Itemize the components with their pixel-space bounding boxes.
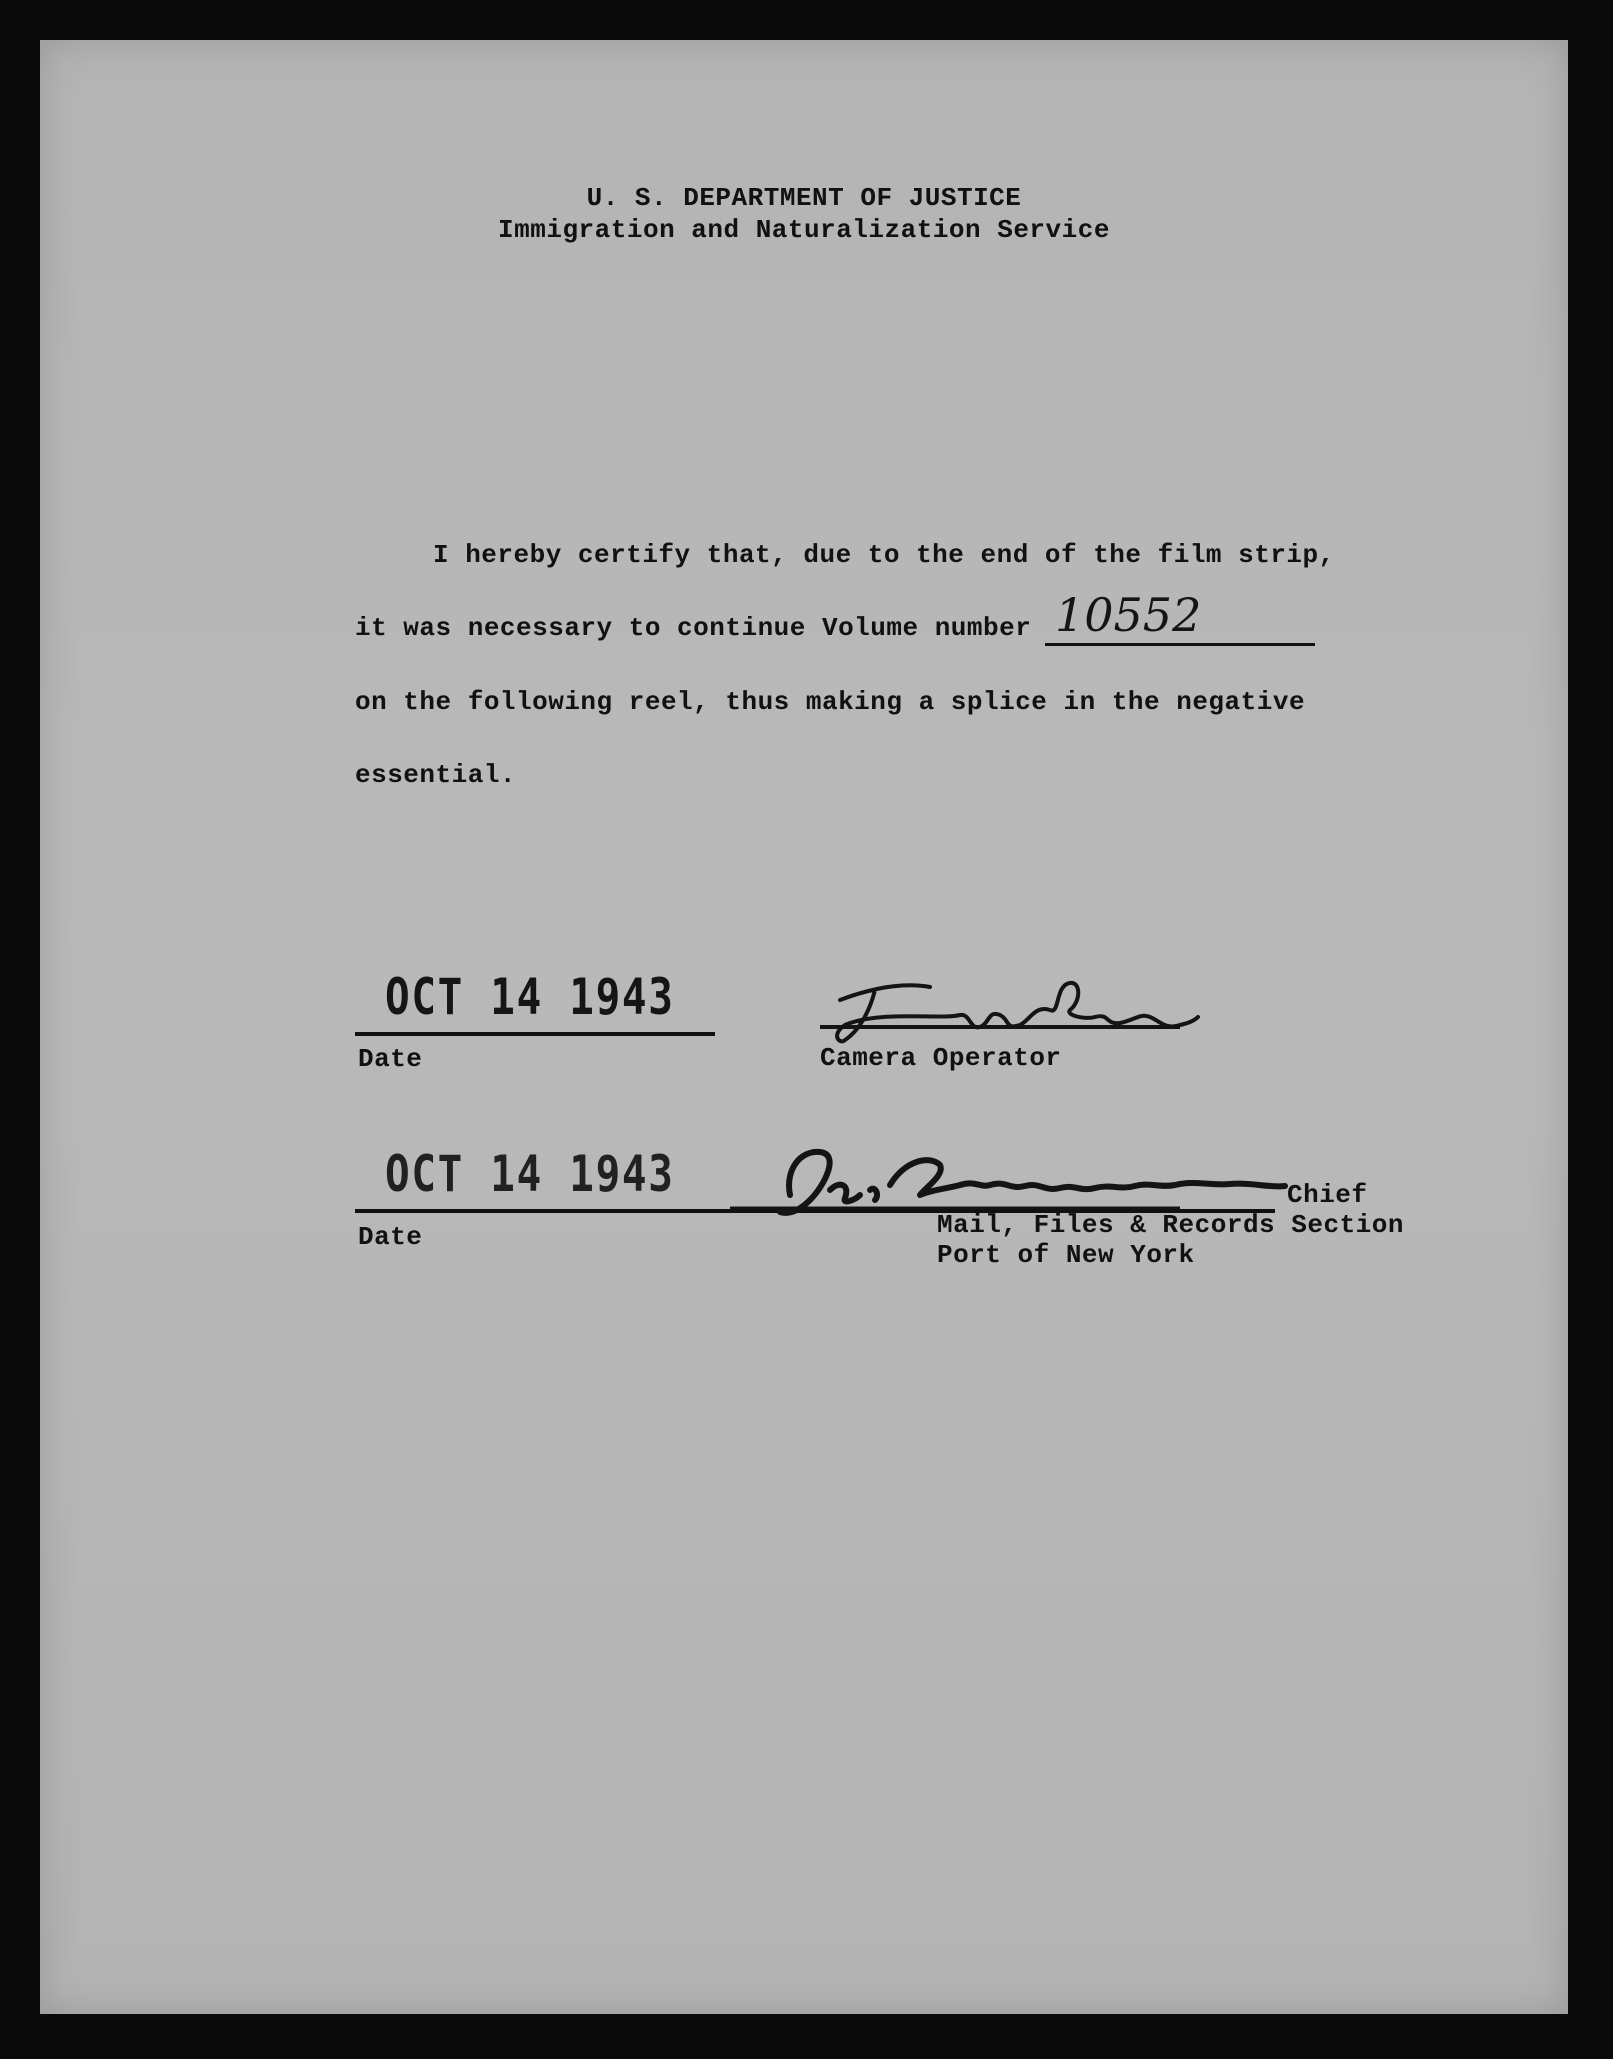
body-line-4: essential. bbox=[355, 760, 517, 790]
chief-title-line-3: Port of New York bbox=[937, 1240, 1195, 1270]
body-line-3: on the following reel, thus making a splice in the negative bbox=[355, 687, 1306, 717]
chief-title-line-1: Chief bbox=[1287, 1180, 1368, 1210]
date-label-1: Date bbox=[358, 1044, 423, 1074]
date-line-1 bbox=[355, 1032, 715, 1036]
body-line-1: I hereby certify that, due to the end of the film strip, bbox=[433, 540, 1335, 570]
document-page bbox=[40, 40, 1568, 2014]
date-stamp-1: OCT 14 1943 bbox=[385, 968, 675, 1026]
body-line-2-prefix: it was necessary to continue Volume number bbox=[355, 613, 1032, 643]
volume-number-underline bbox=[1045, 643, 1315, 646]
header-service: Immigration and Naturalization Service bbox=[498, 215, 1110, 245]
chief-title-line-2: Mail, Files & Records Section bbox=[937, 1210, 1404, 1240]
volume-number-handwritten: 10552 bbox=[1055, 588, 1202, 642]
date-label-2: Date bbox=[358, 1222, 423, 1252]
date-stamp-2: OCT 14 1943 bbox=[385, 1145, 675, 1203]
header-department: U. S. DEPARTMENT OF JUSTICE bbox=[586, 183, 1022, 213]
camera-operator-title: Camera Operator bbox=[820, 1043, 1062, 1073]
